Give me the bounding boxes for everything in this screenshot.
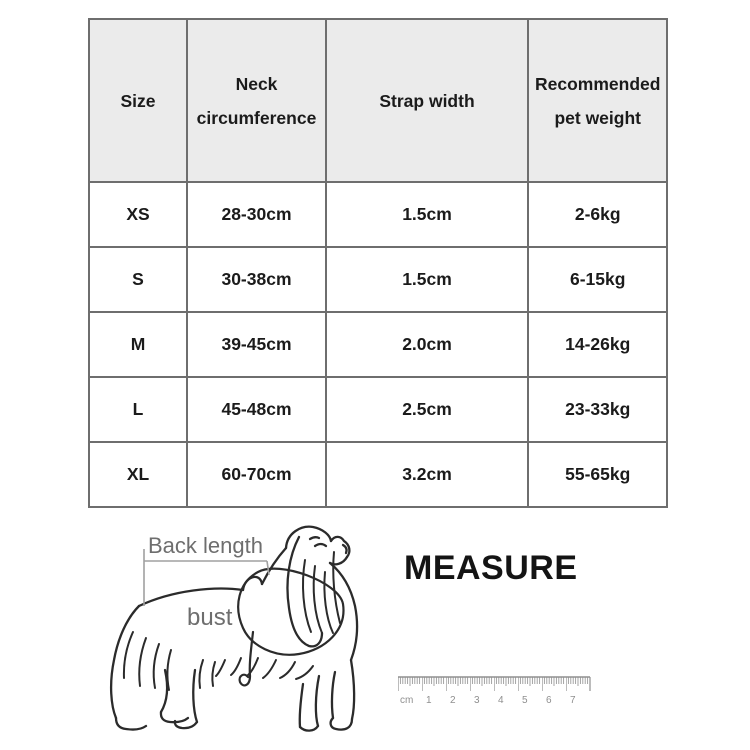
cell-strap: 1.5cm	[326, 182, 528, 247]
cell-weight: 23-33kg	[528, 377, 667, 442]
cell-neck: 45-48cm	[187, 377, 326, 442]
cell-weight: 55-65kg	[528, 442, 667, 507]
cell-strap: 2.0cm	[326, 312, 528, 377]
header-weight: Recommended pet weight	[528, 19, 667, 182]
cell-weight: 6-15kg	[528, 247, 667, 312]
cell-size: L	[89, 377, 187, 442]
ruler-label: 5	[522, 695, 528, 706]
ruler-label: 1	[426, 695, 432, 706]
header-strap: Strap width	[326, 19, 528, 182]
table-row	[89, 182, 667, 247]
cell-neck: 28-30cm	[187, 182, 326, 247]
cell-neck: 30-38cm	[187, 247, 326, 312]
ruler-label: 2	[450, 695, 456, 706]
ruler-label: cm	[400, 695, 414, 706]
belly-fur	[216, 658, 313, 679]
cell-weight: 14-26kg	[528, 312, 667, 377]
table-header-row	[89, 19, 667, 182]
bust-label: bust	[187, 604, 233, 631]
cell-size: XL	[89, 442, 187, 507]
ruler-label: 6	[546, 695, 552, 706]
cell-strap: 3.2cm	[326, 442, 528, 507]
ruler-graphic	[397, 676, 595, 712]
cell-weight: 2-6kg	[528, 182, 667, 247]
table-row	[89, 442, 667, 507]
table-row	[89, 312, 667, 377]
size-table	[88, 18, 668, 508]
header-neck: Neck circumference	[187, 19, 326, 182]
cell-size: S	[89, 247, 187, 312]
measure-title: MEASURE	[404, 549, 578, 587]
cell-neck: 60-70cm	[187, 442, 326, 507]
table-row	[89, 377, 667, 442]
table-row	[89, 247, 667, 312]
ruler-ticks	[397, 676, 595, 694]
ruler-label: 4	[498, 695, 504, 706]
cell-neck: 39-45cm	[187, 312, 326, 377]
cell-size: XS	[89, 182, 187, 247]
cell-strap: 2.5cm	[326, 377, 528, 442]
cell-strap: 1.5cm	[326, 247, 528, 312]
cell-size: M	[89, 312, 187, 377]
header-size: Size	[89, 19, 187, 182]
ruler-label: 3	[474, 695, 480, 706]
ruler-label: 7	[570, 695, 576, 706]
rear-fur	[124, 632, 215, 690]
back-length-label: Back length	[148, 533, 263, 558]
